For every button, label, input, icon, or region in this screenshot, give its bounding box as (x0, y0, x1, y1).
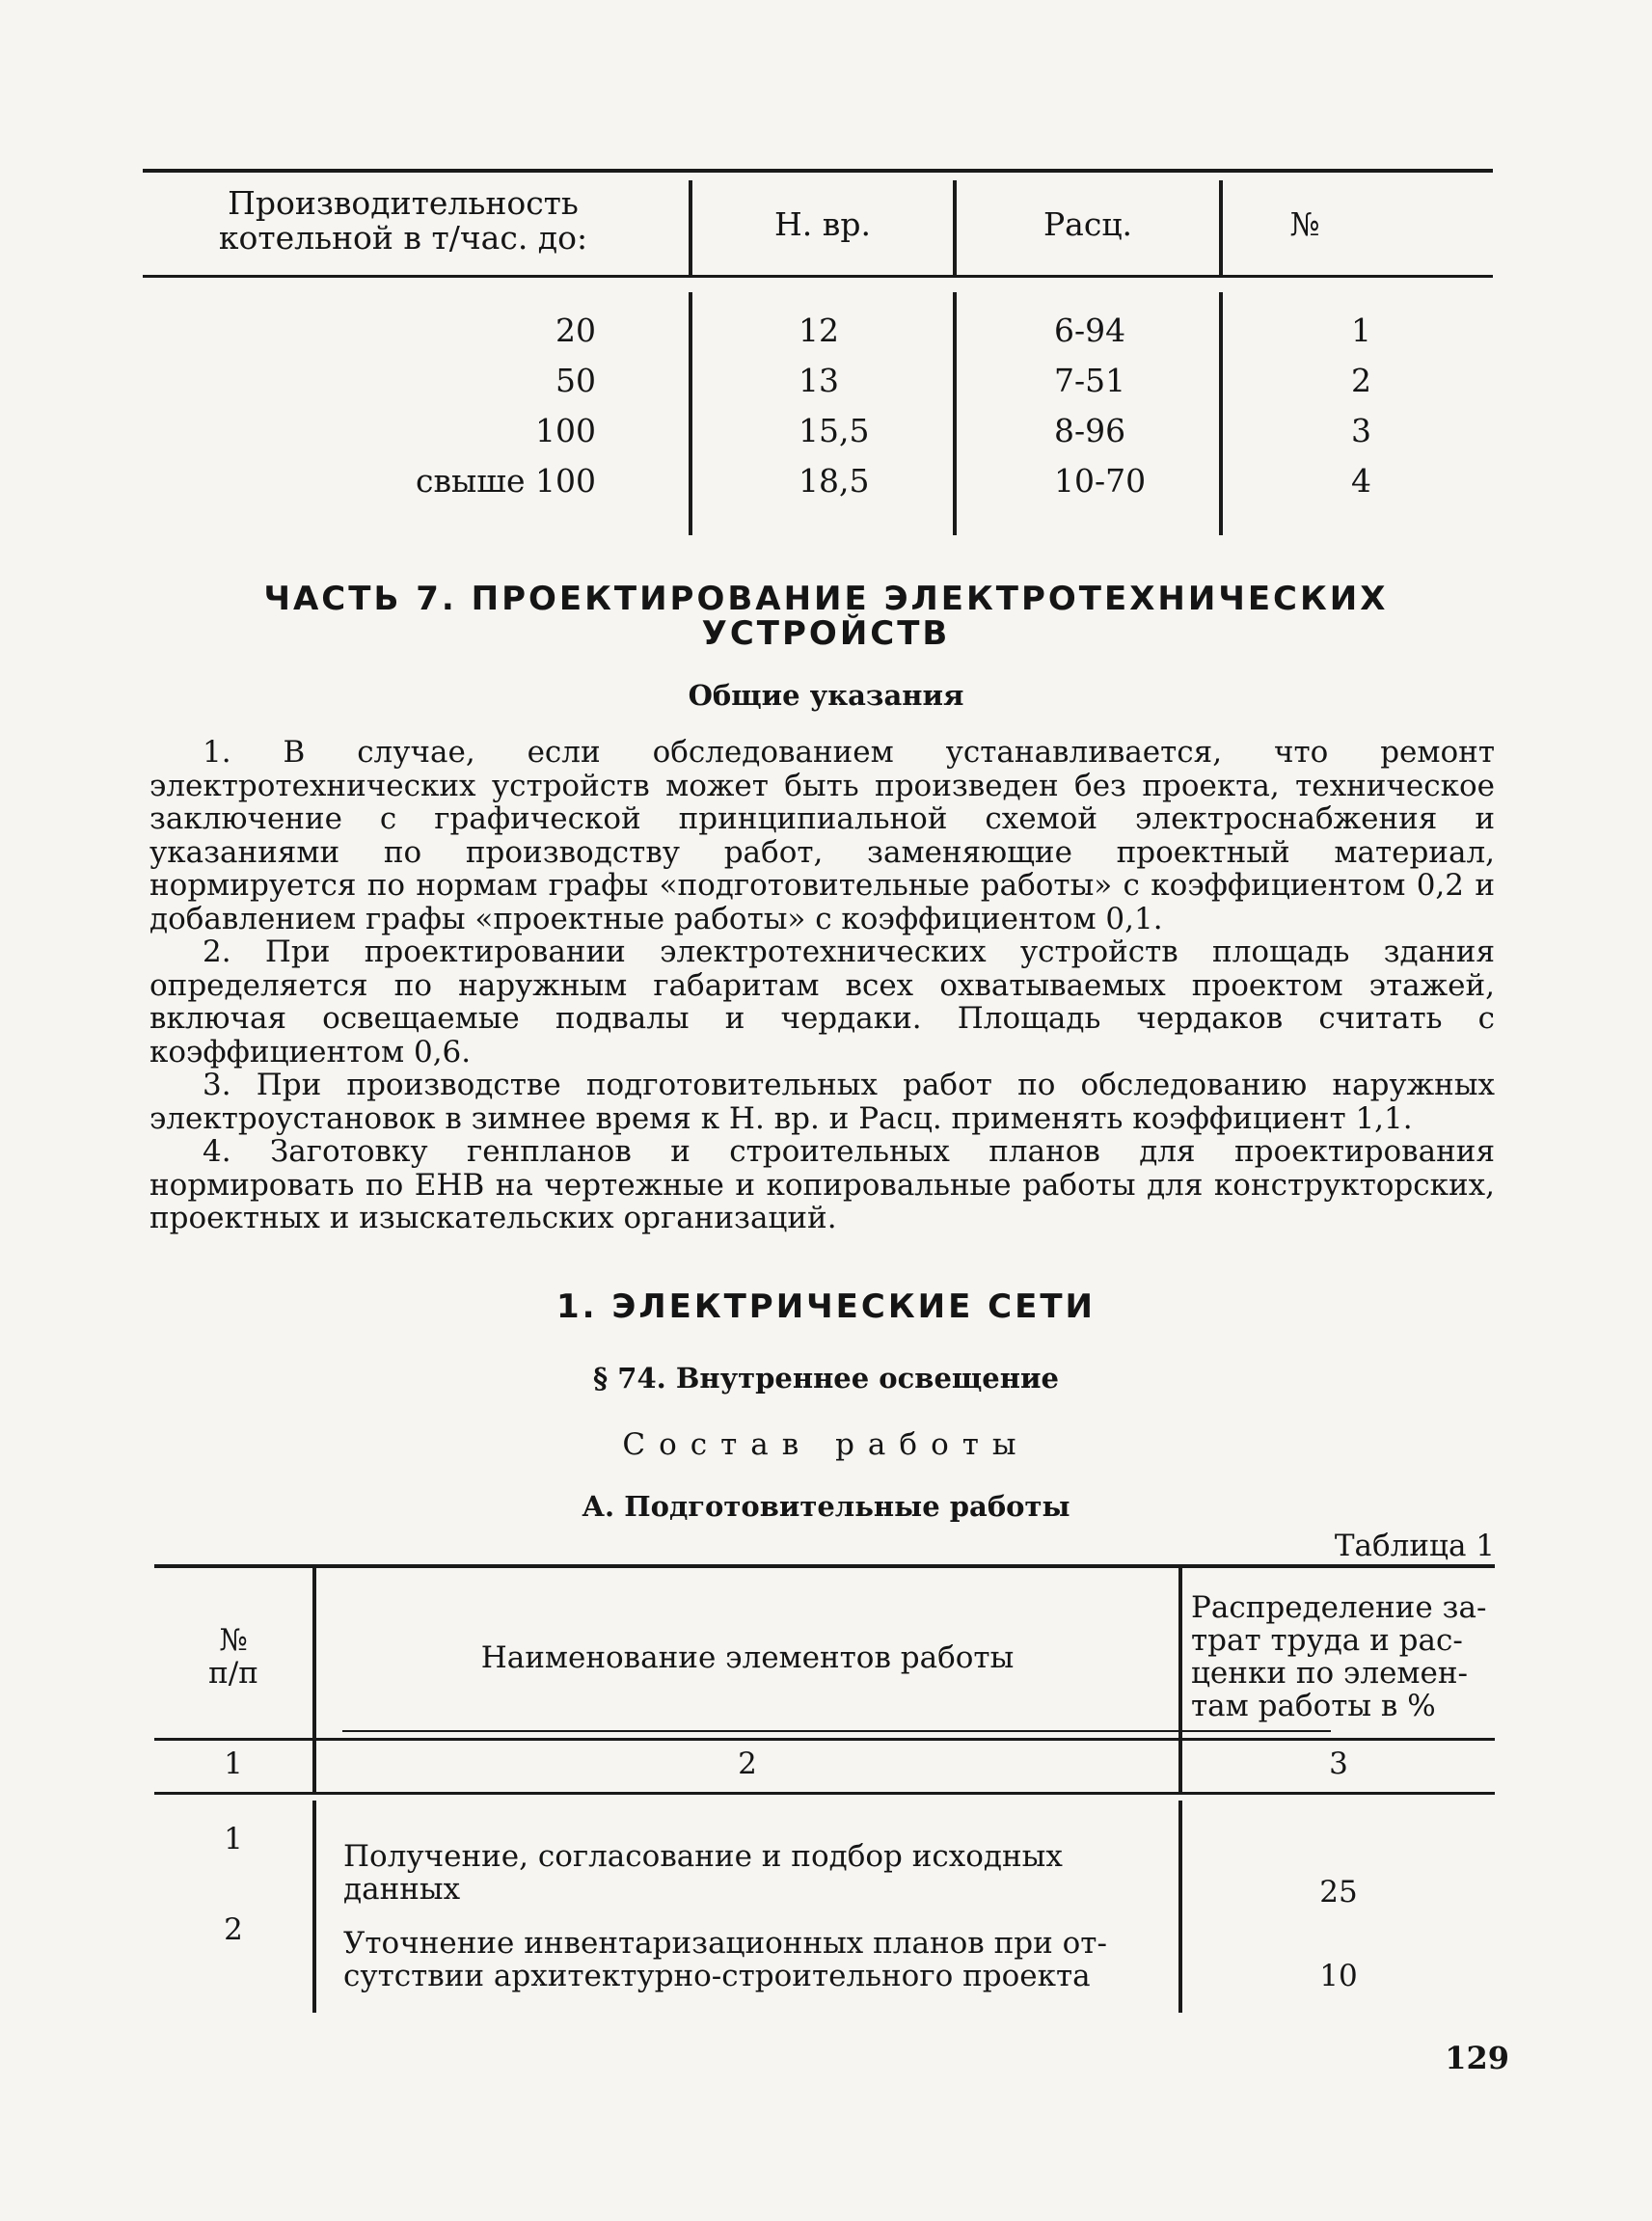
table-top-border (143, 169, 1493, 173)
header-distribution-line: ценки по элемен- (1191, 1656, 1469, 1691)
header-number-symbol: № (219, 1623, 248, 1658)
header-distribution-line: Распределение за- (1191, 1590, 1487, 1625)
table-column-numbers-border (154, 1792, 1495, 1795)
column-number: 1 (224, 1747, 243, 1781)
header-underline (342, 1730, 1331, 1732)
table-label: Таблица 1 (1334, 1529, 1495, 1563)
cell-capacity: 50 (555, 362, 596, 399)
cell-norm-time: 13 (799, 362, 839, 399)
table-divider (1219, 292, 1223, 535)
header-number-abbrev: п/п (208, 1656, 258, 1691)
part-title-line2: УСТРОЙСТВ (701, 614, 951, 653)
paragraph: 2. При проектировании электротехнических устройств площадь здания определяется по наружным габаритам всех охватываемых проектом этажей, включая освещаемые подвалы и чердаки. Площадь чердаков считать с коэффициентом 0,6. (149, 934, 1495, 1070)
table-header-border (143, 275, 1493, 278)
header-norm-time: Н. вр. (774, 205, 871, 243)
cell-number: 3 (1351, 412, 1371, 449)
subsection-title: А. Подготовительные работы (582, 1490, 1070, 1523)
row-percent: 25 (1319, 1875, 1358, 1910)
cell-capacity: 100 (535, 412, 596, 449)
row-element-name: Уточнение инвентаризационных планов при от- (343, 1926, 1107, 1961)
cell-capacity: свыше 100 (415, 462, 596, 500)
cell-rate: 10-70 (1054, 462, 1147, 500)
header-capacity: Производительность котельной в т/час. до: (218, 184, 588, 257)
cell-capacity: 20 (555, 311, 596, 349)
paragraph: 3. При производстве подготовительных работ по обследованию наружных электроустановок в зимнее время к Н. вр. и Расц. применять коэффициент 1,1. (149, 1068, 1495, 1136)
table-divider (953, 292, 957, 535)
part-title-line1: ЧАСТЬ 7. ПРОЕКТИРОВАНИЕ ЭЛЕКТРОТЕХНИЧЕСКИХ (263, 580, 1389, 618)
row-element-name: данных (343, 1872, 461, 1907)
header-rate: Расц. (1043, 205, 1133, 243)
boiler-capacity-table (143, 169, 1493, 545)
paragraph: 4. Заготовку генпланов и строительных планов для проектирования нормировать по ЕНВ на чертежные и копировальные работы для конструкторских, проектных и изыскательских организаций. (149, 1134, 1495, 1235)
table-divider (312, 1801, 316, 2013)
work-composition-label: Состав работы (622, 1427, 1030, 1462)
cell-number: 4 (1351, 462, 1371, 500)
cell-number: 2 (1351, 362, 1371, 399)
cell-rate: 7-51 (1054, 362, 1126, 399)
header-element-name: Наименование элементов работы (480, 1640, 1015, 1675)
paragraph-title: § 74. Внутреннее освещение (593, 1362, 1059, 1395)
row-element-name: Получение, согласование и подбор исходных (343, 1839, 1063, 1874)
table-divider (689, 292, 692, 535)
row-percent: 10 (1319, 1959, 1358, 1993)
general-instructions-title: Общие указания (688, 679, 964, 712)
column-number: 3 (1329, 1747, 1348, 1781)
header-distribution-line: там работы в % (1191, 1689, 1436, 1723)
row-number: 2 (224, 1912, 243, 1947)
header-number: № (1289, 205, 1320, 243)
work-elements-table (154, 1564, 1495, 2013)
section-title: 1. ЭЛЕКТРИЧЕСКИЕ СЕТИ (556, 1287, 1096, 1326)
row-number: 1 (224, 1822, 243, 1856)
column-number: 2 (738, 1747, 757, 1781)
cell-rate: 8-96 (1054, 412, 1126, 449)
cell-rate: 6-94 (1054, 311, 1126, 349)
row-element-name: сутствии архитектурно-строительного проекта (343, 1959, 1091, 1993)
cell-norm-time: 18,5 (799, 462, 870, 500)
table-top-border (154, 1564, 1495, 1568)
cell-norm-time: 12 (799, 311, 839, 349)
cell-norm-time: 15,5 (799, 412, 870, 449)
paragraph: 1. В случае, если обследованием устанавливается, что ремонт электротехнических устройств может быть произведен без проекта, техническое заключение с графической принципиальной схемой электроснабжения и указаниями по производству работ, заменяющие проектный материал, нормируется по нормам графы «подготовительные работы» с коэффициентом 0,2 и добавлением графы «проектные работы» с коэффициентом 0,1. (149, 735, 1495, 936)
cell-number: 1 (1351, 311, 1371, 349)
table-header-border (154, 1738, 1495, 1741)
general-instructions-text (149, 736, 1495, 1235)
header-distribution-line: трат труда и рас- (1191, 1623, 1463, 1658)
page-number: 129 (1445, 2040, 1509, 2076)
